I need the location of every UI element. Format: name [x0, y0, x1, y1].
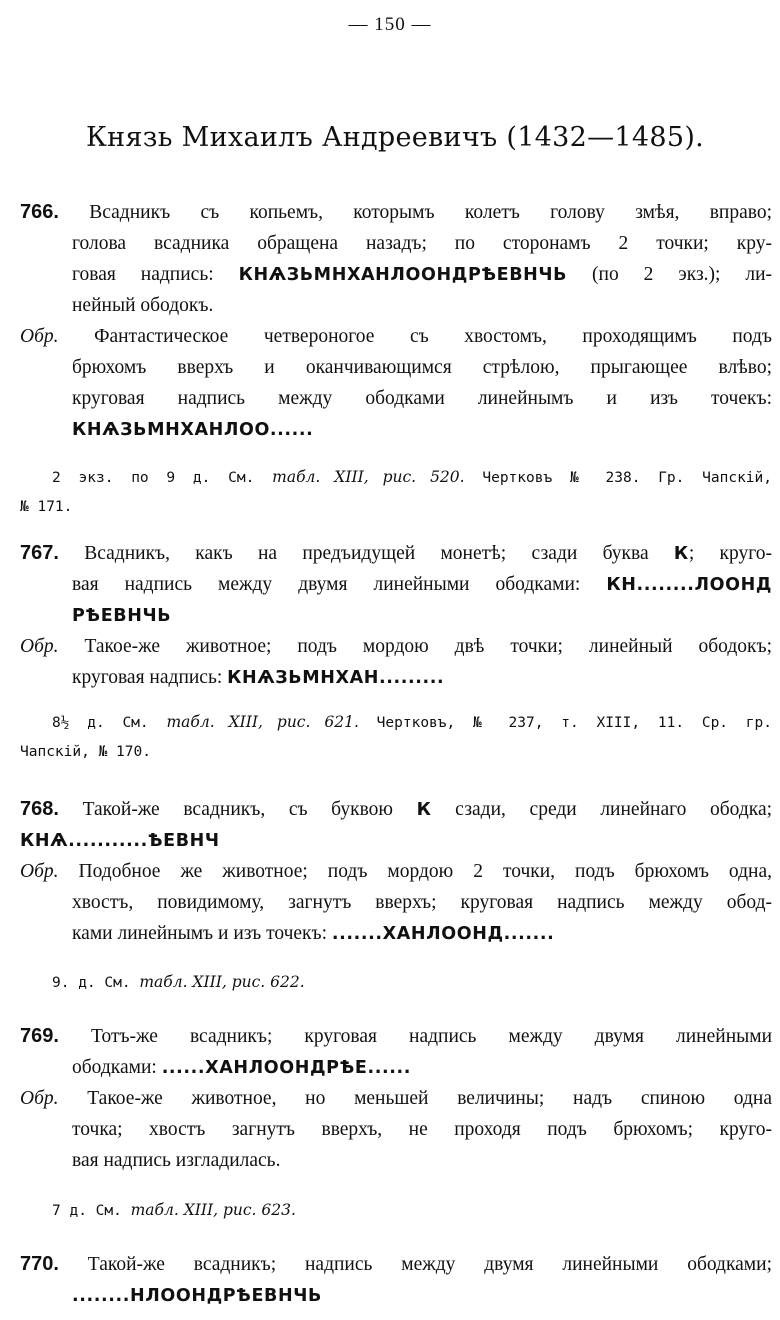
- coin-legend: К: [416, 800, 432, 820]
- plate-reference: табл. XIII, рис. 520.: [272, 468, 465, 486]
- note-text: Чертковъ № 238. Гр. Чапскій,: [482, 470, 772, 486]
- note-text: 7 д. См.: [52, 1203, 122, 1219]
- coin-entry-769: [20, 1021, 772, 1176]
- reverse-text: хвостъ, повидимому, загнутъ вверхъ; круговая надпись между обод-: [72, 892, 772, 913]
- entry-number: 768.: [20, 798, 59, 820]
- reverse-text: брюхомъ вверхъ и оканчивающимся стрѣлою, прыгающее влѣво;: [72, 357, 772, 378]
- reverse-label: Обр.: [20, 636, 59, 657]
- reverse-label: Обр.: [20, 1088, 59, 1109]
- section-title: Князь Михаилъ Андреевичъ (1432—1485).: [85, 122, 705, 153]
- coin-legend: РѢЕВНЧЬ: [72, 606, 172, 626]
- coin-legend: КНѦЗЬМНХАНЛОО......: [72, 420, 314, 440]
- obverse-text: Всадникъ, какъ на предъидущей монетѣ; сзади буква: [84, 543, 649, 564]
- reference-note: [20, 708, 772, 767]
- reverse-text: вая надпись изгладилась.: [72, 1150, 281, 1171]
- plate-reference: табл. XIII, рис. 623.: [130, 1201, 296, 1219]
- coin-legend: .......ХАНЛООНД.......: [331, 924, 555, 944]
- coin-entry-768: [20, 794, 772, 949]
- obverse-text: сзади, среди линейнаго ободка;: [455, 799, 772, 820]
- reverse-label: Обр.: [20, 326, 59, 347]
- obverse-text: вая надпись между двумя линейными ободками:: [72, 574, 581, 595]
- coin-legend: ......ХАНЛООНДРѢЕ......: [161, 1058, 411, 1078]
- obverse-text: говая надпись:: [72, 264, 214, 285]
- reverse-text: круговая надпись:: [72, 667, 223, 688]
- obverse-text: Тотъ-же всадникъ; круговая надпись между двумя линейными: [91, 1026, 772, 1047]
- coin-legend: КН........ЛООНД: [606, 575, 772, 595]
- coin-entry-766: [20, 197, 772, 445]
- reference-note: [20, 463, 772, 522]
- reference-note: [20, 1196, 772, 1226]
- entry-number: 767.: [20, 542, 59, 564]
- coin-legend: КНѦ...........ѢЕВНЧ: [20, 831, 220, 851]
- coin-legend: КНѦЗЬМНХАН.........: [227, 668, 445, 688]
- obverse-text: нейный ободокъ.: [72, 295, 214, 316]
- obverse-text: (по 2 экз.); ли-: [592, 264, 772, 285]
- note-text: 2 экз. по 9 д. См.: [52, 470, 255, 486]
- entry-number: 770.: [20, 1253, 59, 1275]
- reference-note: [20, 968, 772, 998]
- note-text: 8½ д. См.: [52, 715, 149, 731]
- coin-entry-770: [20, 1249, 772, 1311]
- note-text: Чапскій, № 170.: [20, 744, 151, 760]
- entry-number: 769.: [20, 1025, 59, 1047]
- plate-reference: табл. XIII, рис. 622.: [139, 973, 305, 991]
- note-text: Чертковъ, № 237, т. XIII, 11. Ср. гр.: [376, 715, 772, 731]
- reverse-text: Фантастическое четвероногое съ хвостомъ, проходящимъ подъ: [94, 326, 772, 347]
- coin-legend: К: [673, 544, 689, 564]
- obverse-text: ; круго-: [688, 543, 772, 564]
- reverse-text: круговая надпись между ободками линейнымъ и изъ точекъ:: [72, 388, 772, 409]
- obverse-text: ободками:: [72, 1057, 157, 1078]
- reverse-text: Такое-же животное; подъ мордою двѣ точки; линейный ободокъ;: [84, 636, 772, 657]
- obverse-text: голова всадника обращена назадъ; по сторонамъ 2 точки; кру-: [72, 233, 772, 254]
- reverse-text: точка; хвостъ загнутъ вверхъ, не проходя подъ брюхомъ; круго-: [72, 1119, 772, 1140]
- reverse-text: Такое-же животное, но меньшей величины; надъ спиною одна: [87, 1088, 772, 1109]
- reverse-text: Подобное же животное; подъ мордою 2 точки, подъ брюхомъ одна,: [78, 861, 772, 882]
- page-number: — 150 —: [348, 14, 432, 35]
- coin-legend: КНѦЗЬМНХАНЛООНДРѢЕВНЧЬ: [238, 265, 568, 285]
- obverse-text: Такой-же всадникъ, съ буквою: [82, 799, 393, 820]
- reverse-label: Обр.: [20, 861, 59, 882]
- plate-reference: табл. XIII, рис. 621.: [166, 713, 359, 731]
- note-text: № 171.: [20, 499, 73, 515]
- coin-legend: ........НЛООНДРѢЕВНЧЬ: [72, 1286, 322, 1306]
- obverse-text: Всадникъ съ копьемъ, которымъ колетъ голову змѣя, вправо;: [89, 202, 772, 223]
- note-text: 9. д. См.: [52, 975, 131, 991]
- reverse-text: ками линейнымъ и изъ точекъ:: [72, 923, 328, 944]
- obverse-text: Такой-же всадникъ; надпись между двумя линейными ободками;: [87, 1254, 772, 1275]
- coin-entry-767: [20, 538, 772, 693]
- entry-number: 766.: [20, 201, 59, 223]
